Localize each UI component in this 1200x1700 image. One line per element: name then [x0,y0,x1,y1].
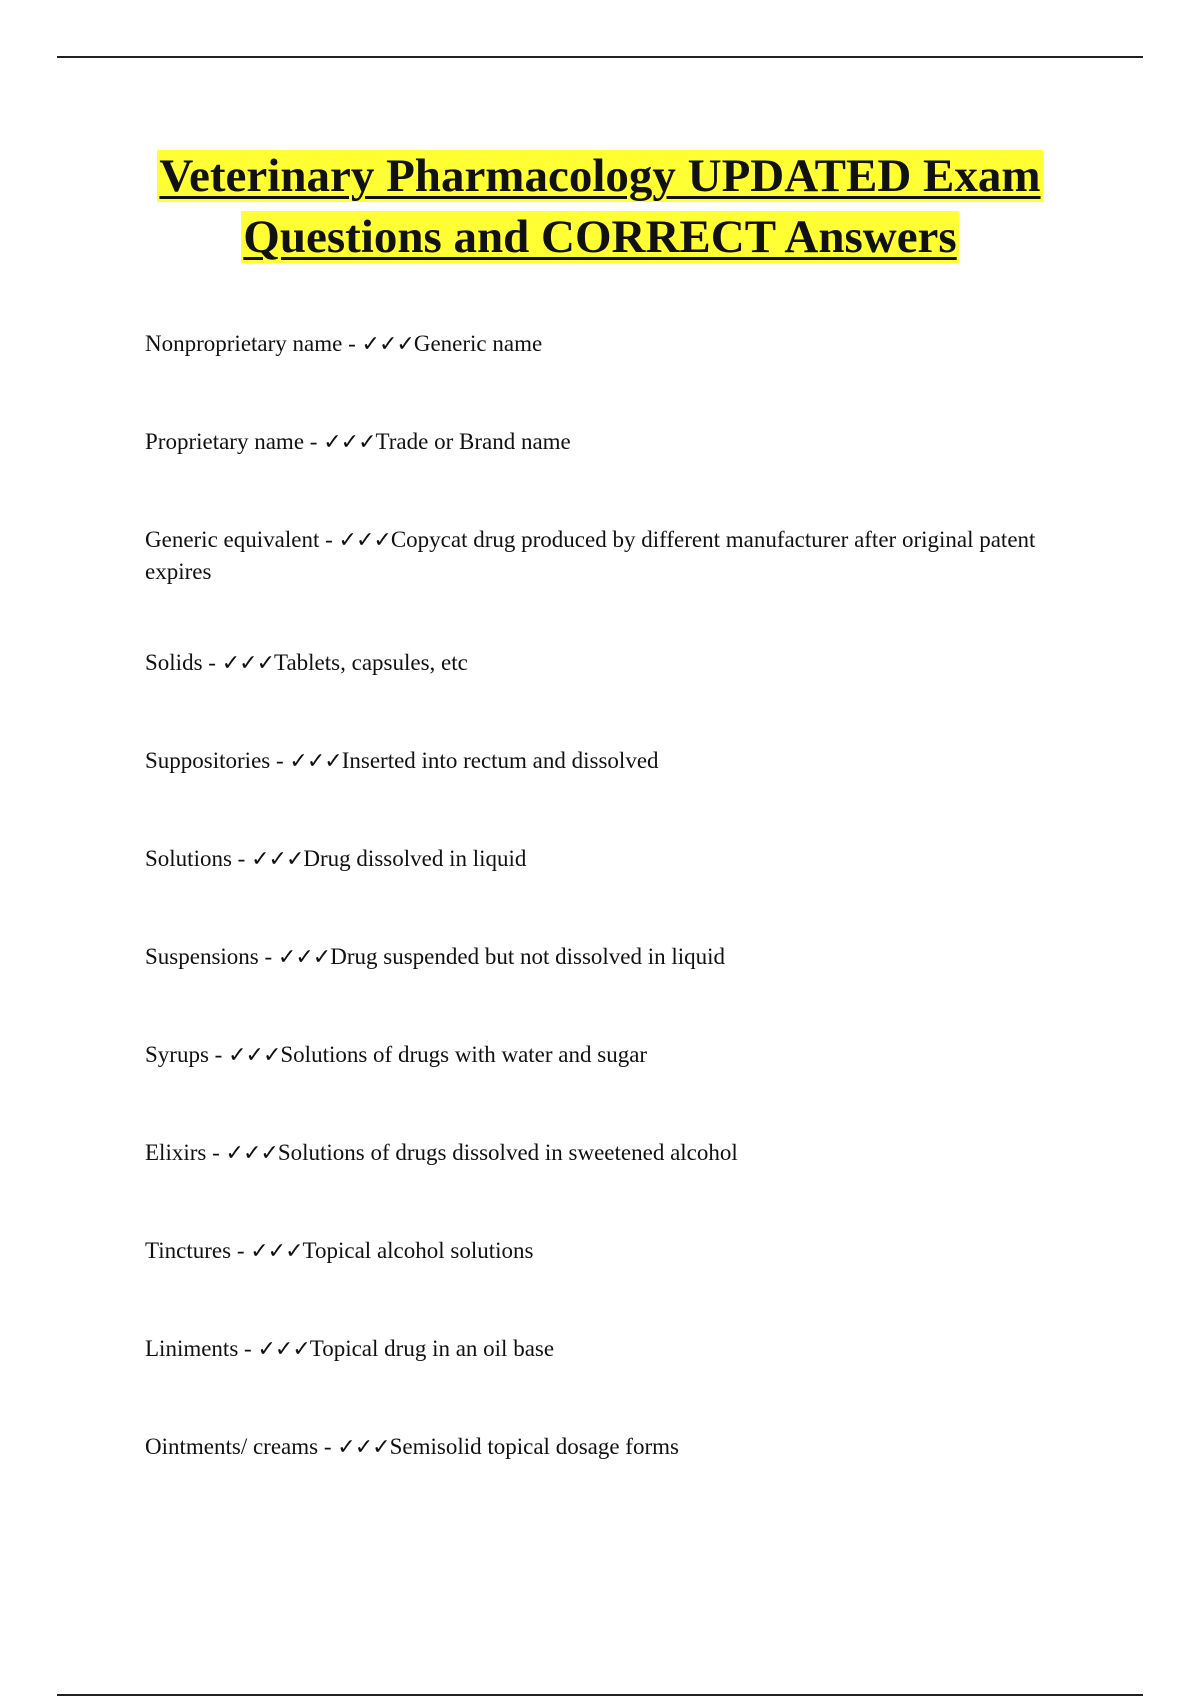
title-line-2: Questions and CORRECT Answers [243,211,957,263]
qa-item [145,843,1045,875]
qa-item [145,426,1045,458]
checkmarks-icon: ✓✓✓ [250,1239,303,1264]
qa-separator: - [258,944,278,969]
qa-item [145,1039,1045,1071]
checkmarks-icon: ✓✓✓ [323,430,376,455]
qa-separator: - [206,1140,226,1165]
qa-separator: - [319,527,339,552]
qa-item [145,1235,1045,1267]
qa-item [145,1333,1045,1365]
qa-term: Elixirs [145,1140,207,1165]
title-line-1: Veterinary Pharmacology UPDATED Exam [159,150,1041,202]
qa-separator: - [231,1238,251,1263]
qa-item [145,1431,1045,1463]
qa-separator: - [304,429,324,454]
top-rule [57,56,1143,58]
qa-item [145,647,1045,679]
qa-answer: Tablets, capsules, etc [274,650,468,675]
qa-term: Generic equivalent [145,527,320,552]
document-title [100,146,1100,268]
qa-item [145,1137,1045,1169]
qa-term: Solids [145,650,203,675]
qa-separator: - [342,331,362,356]
qa-answer: Solutions of drugs with water and sugar [280,1042,648,1067]
qa-term: Liniments [145,1336,239,1361]
qa-term: Proprietary name [145,429,305,454]
qa-answer: Inserted into rectum and dissolved [341,748,659,773]
qa-term: Suspensions [145,944,259,969]
checkmarks-icon: ✓✓✓ [289,749,342,774]
qa-term: Suppositories [145,748,271,773]
qa-term: Syrups [145,1042,209,1067]
checkmarks-icon: ✓✓✓ [257,1337,310,1362]
checkmarks-icon: ✓✓✓ [221,651,275,676]
qa-answer: Drug suspended but not dissolved in liquid [330,944,726,969]
qa-answer: Copycat drug produced by different manufacturer after original patent expires [145,527,1036,584]
qa-answer: Topical drug in an oil base [309,1336,555,1361]
checkmarks-icon: ✓✓✓ [225,1141,278,1166]
qa-answer: Trade or Brand name [375,429,571,454]
checkmarks-icon: ✓✓✓ [361,332,414,357]
checkmarks-icon: ✓✓✓ [228,1043,281,1068]
checkmarks-icon: ✓✓✓ [338,528,391,553]
qa-term: Nonproprietary name [145,331,343,356]
qa-answer: Solutions of drugs dissolved in sweetened alcohol [277,1140,738,1165]
qa-separator: - [202,650,222,675]
qa-separator: - [208,1042,229,1067]
qa-separator: - [231,846,252,871]
checkmarks-icon: ✓✓✓ [337,1435,390,1460]
qa-item [145,328,1045,360]
qa-term: Solutions [145,846,232,871]
bottom-rule [57,1694,1143,1696]
checkmarks-icon: ✓✓✓ [277,945,331,970]
qa-separator: - [318,1434,338,1459]
qa-answer: Semisolid topical dosage forms [389,1434,679,1459]
qa-answer: Topical alcohol solutions [302,1238,534,1263]
qa-separator: - [238,1336,258,1361]
checkmarks-icon: ✓✓✓ [251,847,304,872]
qa-separator: - [270,748,290,773]
qa-list [145,328,1045,1529]
qa-answer: Generic name [413,331,543,356]
qa-item [145,745,1045,777]
qa-term: Ointments/ creams [145,1434,319,1459]
qa-answer: Drug dissolved in liquid [303,846,527,871]
qa-term: Tinctures [145,1238,232,1263]
qa-item [145,524,1045,587]
qa-item [145,941,1045,973]
